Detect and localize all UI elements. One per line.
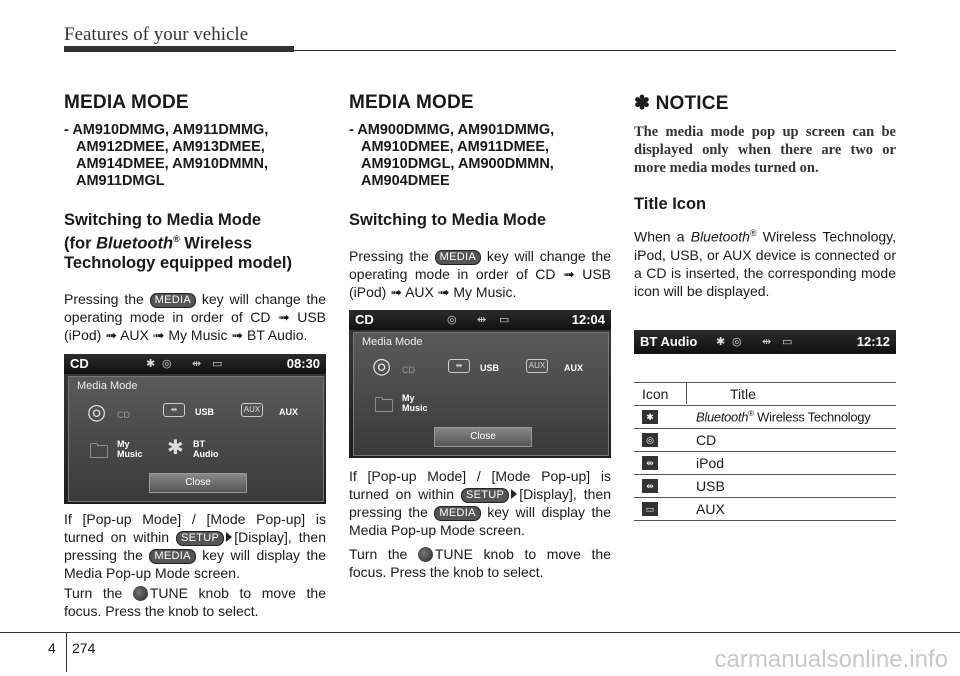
cd-icon: ◎ — [87, 399, 107, 424]
tune-knob-icon — [133, 586, 148, 601]
usb-icon: ⇹ — [642, 479, 658, 493]
cd-icon: ◎ — [372, 353, 392, 378]
screen-status-bar: CD ✱ ◎ ⇹ ▭ 08:30 — [64, 354, 326, 374]
paragraph-media-key: Pressing the MEDIA key will change the operating mode in order of CD ➟ USB (iPod) ➟ AUX ➟ My Music ➟ BT Audio. — [64, 290, 326, 343]
bluetooth-icon: ✱ — [167, 437, 184, 459]
aux-icon: AUX — [526, 359, 548, 373]
page-number: 274 — [72, 640, 96, 656]
aux-icon: ▭ — [642, 502, 658, 516]
folder-icon: 🗀 — [89, 441, 109, 463]
section-number: 4 — [48, 640, 56, 656]
disc-icon: ◎ — [732, 336, 742, 348]
bluetooth-icon: ✱ — [642, 410, 658, 424]
usb-icon: ⇹ — [762, 336, 772, 348]
disc-icon: ◎ — [447, 314, 457, 326]
tune-knob-icon — [418, 547, 433, 562]
setup-key-badge: SETUP — [176, 531, 224, 546]
table-row: ⇹ USB — [634, 475, 896, 498]
media-key-badge: MEDIA — [434, 506, 480, 521]
header-rule-thick — [64, 46, 294, 52]
close-button[interactable]: Close — [434, 427, 532, 447]
subheading: Switching to Media Mode (for Bluetooth® Wireless Technology equipped model) — [64, 211, 292, 272]
running-header: Features of your vehicle — [64, 24, 249, 45]
table-row: ⇹ iPod — [634, 452, 896, 475]
media-key-badge: MEDIA — [150, 293, 196, 308]
folder-icon: 🗀 — [374, 395, 394, 417]
media-key-badge: MEDIA — [435, 250, 481, 265]
model-list: - AM900DMMG, AM901DMMG, AM910DMEE, AM911DMEE, AM910DMGL, AM900DMMN, AM904DMEE — [349, 122, 555, 189]
paragraph-title-icon: When a Bluetooth® Wireless Technology, iPod, USB, or AUX device is connected or a CD is inserted, the corresponding mode icon will be displayed. — [634, 228, 897, 299]
media-mode-popup: Media Mode ◎ CD ⇹ USB AUX AUX 🗀 My Music ✱ BT Audio Close — [68, 376, 324, 502]
paragraph-media-key: Pressing the MEDIA key will change the operating mode in order of CD ➟ USB (iPod) ➟ AUX ➟ My Music. — [349, 248, 611, 300]
footer-rule — [0, 632, 960, 633]
screen-status-bar: CD ◎ ⇹ ▭ 12:04 — [349, 310, 611, 330]
bluetooth-icon: ✱ — [716, 336, 726, 348]
aux-icon: AUX — [241, 403, 263, 417]
disc-icon: ◎ — [642, 433, 658, 447]
paragraph-popup: If [Pop-up Mode] / [Mode Pop-up] is turned on within SETUP [Display], then pressing the MEDIA key will display the Media Pop-up Mode screen. — [64, 510, 326, 581]
usb-icon: ⇹ — [448, 359, 470, 373]
section-heading: MEDIA MODE — [349, 92, 474, 113]
subheading: Title Icon — [634, 195, 707, 213]
notice-text: The media mode pop up screen can be displayed only when there are two or more media modes turned on. — [634, 124, 896, 176]
watermark: carmanualsonline.info — [714, 646, 948, 673]
arrow-right-icon — [511, 489, 517, 499]
subheading: Switching to Media Mode — [349, 211, 547, 229]
close-button[interactable]: Close — [149, 473, 247, 493]
aux-icon: ▭ — [212, 358, 223, 370]
table-divider — [686, 382, 687, 404]
media-mode-popup: Media Mode ◎ CD ⇹ USB AUX AUX 🗀 My Music Close — [353, 332, 609, 456]
column-1 — [64, 92, 326, 620]
paragraph-tune: Turn the TUNE knob to move the focus. Press the knob to select. — [349, 546, 611, 580]
aux-icon: ▭ — [499, 314, 510, 326]
table-header: Icon Title — [634, 382, 896, 406]
table-row: ▭ AUX — [634, 498, 896, 521]
arrow-right-icon — [226, 532, 232, 542]
bluetooth-icon: ✱ — [146, 358, 156, 370]
table-row: ◎ CD — [634, 429, 896, 452]
aux-icon: ▭ — [782, 336, 793, 348]
paragraph-tune: Turn the TUNE knob to move the focus. Press the knob to select. — [64, 584, 326, 619]
paragraph-popup: If [Pop-up Mode] / [Mode Pop-up] is turned on within SETUP [Display], then pressing the MEDIA key will display the Media Pop-up Mode screen. — [349, 468, 611, 538]
usb-icon: ⇹ — [192, 358, 202, 370]
column-2 — [349, 92, 611, 581]
setup-key-badge: SETUP — [461, 488, 509, 503]
usb-icon: ⇹ — [477, 314, 487, 326]
model-list: - AM910DMMG, AM911DMMG, AM912DMEE, AM913DMEE, AM914DMEE, AM910DMMN, AM911DMGL — [64, 122, 269, 189]
column-3 — [634, 92, 896, 300]
media-key-badge: MEDIA — [149, 549, 195, 564]
footer-divider — [66, 632, 67, 672]
usb-icon: ⇹ — [163, 403, 185, 417]
disc-icon: ◎ — [162, 358, 172, 370]
usb-icon: ⇹ — [642, 456, 658, 470]
header-rule-thin — [294, 50, 896, 51]
media-mode-screen — [349, 310, 611, 458]
media-mode-screen — [64, 354, 326, 504]
section-heading: MEDIA MODE — [64, 92, 189, 113]
notice-heading: ✽ NOTICE — [634, 93, 729, 114]
table-row: ✱ Bluetooth® Wireless Technology — [634, 406, 896, 429]
title-icon-table — [634, 382, 896, 521]
title-icon-bar: BT Audio ✱ ◎ ⇹ ▭ 12:12 — [634, 330, 896, 354]
